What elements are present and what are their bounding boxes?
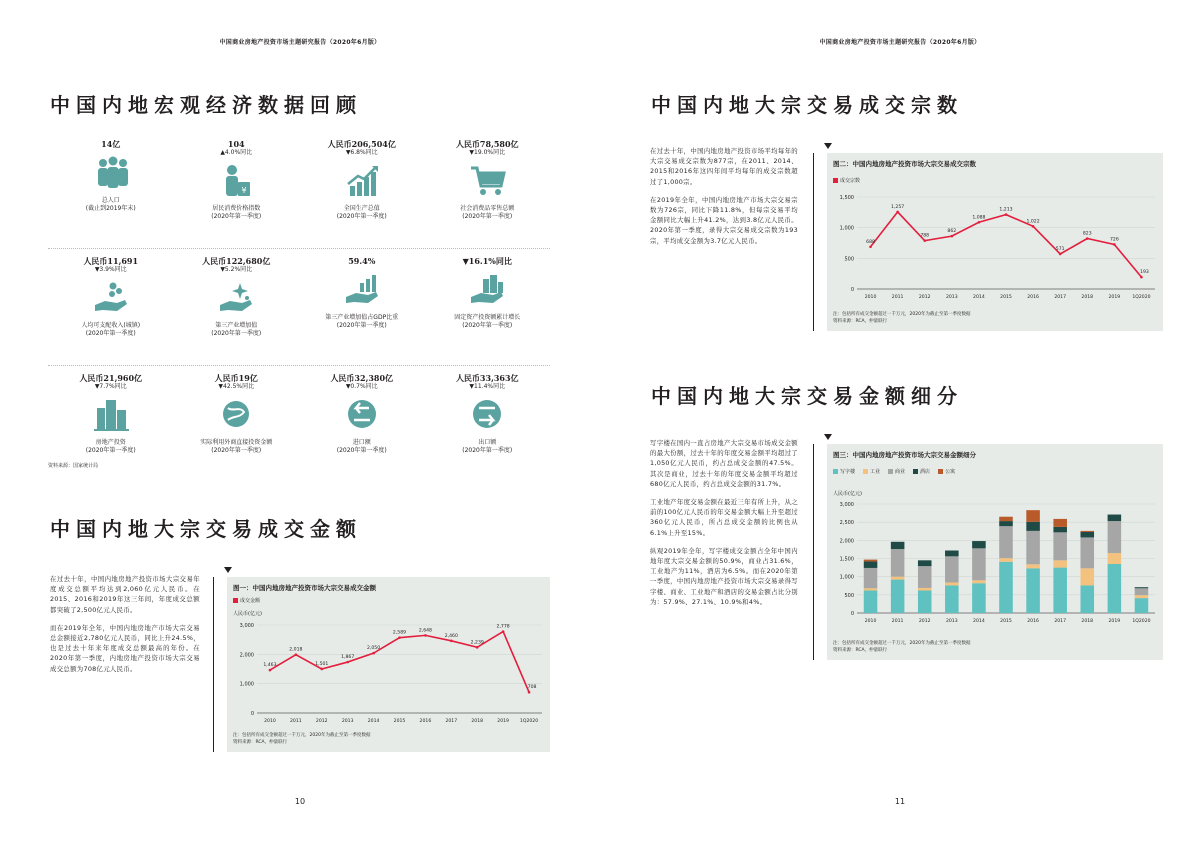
- legend-swatch-icon: [233, 598, 238, 603]
- y-tick-label: 2,000: [839, 538, 854, 545]
- data-point: [869, 246, 872, 249]
- data-label: 2,648: [418, 628, 432, 634]
- bar-segment: [1108, 553, 1122, 564]
- y-tick-label: 500: [844, 592, 854, 599]
- data-point: [896, 211, 899, 214]
- x-tick-label: 2012: [918, 295, 931, 300]
- indicator-change: ▼6.8%同比: [345, 149, 378, 156]
- bar-segment: [864, 590, 878, 613]
- x-tick-label: 1Q2020: [1132, 619, 1151, 624]
- indicator-period: (2020年第一季度): [336, 213, 387, 220]
- legend-swatch-icon: [888, 469, 893, 474]
- macro-section-title: 中国内地宏观经济数据回顾: [50, 93, 362, 117]
- indicator-value: 人民币11,691: [83, 256, 139, 266]
- bar-segment: [864, 568, 878, 588]
- data-point: [1113, 243, 1116, 246]
- indicator-value: 人民币32,380亿: [330, 373, 394, 383]
- bar-segment: [945, 585, 959, 613]
- macro-row: [48, 257, 550, 366]
- x-tick-label: 2017: [1054, 619, 1067, 624]
- x-tick-label: 2011: [891, 619, 904, 624]
- indicator-period: (2020年第一季度): [85, 447, 136, 454]
- chart2-legend: [833, 177, 860, 184]
- volume-section-title: 中国内地大宗交易成交金额: [50, 517, 362, 541]
- bar-segment: [1108, 521, 1122, 553]
- y-tick-label: 1,000: [839, 574, 854, 581]
- legend-swatch-icon: [863, 469, 868, 474]
- indicator-value: 人民币122,680亿: [202, 256, 271, 266]
- chart3-title: 图三：中国内地房地产投资市场大宗交易金额细分: [833, 451, 976, 459]
- indicator-period: (2020年第一季度): [211, 447, 262, 454]
- paragraph: 纵观2019年全年，写字楼成交金额占全年中国内地年度大宗交易金额的50.9%，商业占31.6%，工业地产为11%，酒店为6.5%。而在2020年第一季度，中国内地房地产投资市场大宗交易录得写字楼、商业、工业地产和酒店的交易金额占比分别为：57.9%、27.1%、10.9%和4%。: [650, 546, 798, 606]
- indicator-value: ▼16.1%同比: [462, 256, 512, 266]
- bar-segment: [918, 588, 932, 591]
- x-tick-label: 2019: [1108, 619, 1121, 624]
- data-label: 1,213: [999, 207, 1013, 213]
- legend-label: 公寓: [945, 469, 956, 475]
- x-tick-label: 2013: [945, 619, 958, 624]
- chart1-ylabel: 人民币(亿元): [233, 611, 262, 617]
- indicator-label: 进口额: [352, 439, 371, 446]
- page-number: 11: [894, 797, 906, 806]
- y-tick-label: 3,000: [239, 623, 254, 629]
- legend-swatch-icon: [833, 469, 838, 474]
- legend-item: [233, 597, 260, 604]
- y-tick-label: 3,000: [839, 502, 854, 508]
- legend-label: 成交宗数: [840, 178, 861, 184]
- bar-segment: [999, 521, 1013, 526]
- bar-segment: [1081, 585, 1095, 613]
- legend-item: [863, 468, 880, 475]
- data-point: [1005, 213, 1008, 216]
- data-label: 2,778: [496, 624, 510, 630]
- macro-row: [48, 140, 550, 249]
- macro-indicator: [299, 374, 425, 482]
- bar-segment: [1026, 510, 1040, 522]
- macro-indicator: [48, 257, 174, 365]
- indicator-period: (2020年第一季度): [462, 447, 513, 454]
- data-point: [398, 636, 401, 639]
- bar-segment: [1053, 568, 1067, 613]
- indicator-period: (2020年第一季度): [462, 322, 513, 329]
- x-tick-label: 2016: [1027, 295, 1039, 300]
- hand-coins-icon: [48, 278, 174, 318]
- data-point: [346, 661, 349, 664]
- bar-segment: [1081, 532, 1095, 537]
- data-label: 1,022: [1026, 219, 1040, 225]
- chart1-panel: [227, 577, 550, 752]
- y-tick-label: 2,500: [839, 520, 854, 527]
- bar-segment: [1053, 560, 1067, 567]
- bar-segment: [1026, 522, 1040, 531]
- svg-text:¥: ¥: [241, 186, 247, 195]
- data-point: [269, 669, 272, 672]
- volume-body-text: [50, 574, 200, 682]
- data-label: 862: [947, 229, 957, 235]
- bar-segment: [972, 548, 986, 580]
- x-tick-label: 2019: [497, 719, 509, 724]
- bar-segment: [972, 580, 986, 583]
- indicator-period: (2020年第一季度): [85, 330, 136, 337]
- indicator-label: 实际利用外商直接投资金额: [200, 439, 273, 446]
- indicator-value: 人民币206,504亿: [327, 139, 396, 149]
- divider-line: [813, 153, 814, 331]
- paragraph: 而在2019年全年，中国内地房地产市场大宗交易总金额接近2,780亿元人民币，同比上升24.5%，也是过去十年来年度成交总额最高的年份。在2020年第一季度，内地房地产投资市场大宗交易成交总额为708亿元人民币。: [50, 623, 200, 673]
- data-point: [295, 653, 298, 656]
- data-label: 1,501: [315, 661, 329, 667]
- bar-segment: [891, 577, 905, 580]
- bar-segment: [864, 561, 878, 568]
- marker-triangle-icon: [824, 143, 832, 149]
- legend-item: [833, 468, 855, 475]
- chart1-source: 注：包括所有成交金额超过一千万元，2020年为截止至第一季度数据 资料来源：RCA，仲量联行: [233, 733, 371, 745]
- bar-segment: [999, 558, 1013, 562]
- data-label: 2,018: [289, 647, 303, 653]
- growth-chart-icon: [299, 161, 425, 201]
- divider-line: [213, 577, 214, 752]
- indicator-label: 社会消费品零售总额: [460, 205, 515, 212]
- indicator-change: ▼5.2%同比: [220, 266, 253, 273]
- indicator-period: (2020年第一季度): [211, 213, 262, 220]
- series-line: [871, 212, 1142, 277]
- y-tick-label: 1,500: [839, 556, 854, 563]
- chart3-ylabel: 人民币(亿元): [833, 491, 862, 497]
- x-tick-label: 2018: [471, 719, 484, 724]
- bar-segment: [1053, 519, 1067, 527]
- paragraph: 在过去十年，中国内地房地产投资市场大宗交易年度成交总额平均达到2,060亿元人民币。在2015、2016和2019年这三年间，年度成交总额都突破了2,500亿元人民币。: [50, 575, 200, 614]
- x-tick-label: 2013: [341, 719, 354, 724]
- data-point: [528, 691, 531, 694]
- bar-segment: [891, 542, 905, 549]
- x-tick-label: 2013: [945, 295, 958, 300]
- bar-segment: [891, 549, 905, 577]
- bar-segment: [1108, 564, 1122, 613]
- divider-line: [813, 444, 814, 660]
- indicator-label: 人均可支配收入(城镇): [81, 322, 141, 329]
- indicator-change: ▼19.0%同比: [469, 149, 506, 156]
- bar-segment: [945, 551, 959, 557]
- bar-segment: [918, 590, 932, 613]
- bar-segment: [1135, 588, 1149, 595]
- legend-label: 酒店: [920, 469, 931, 475]
- data-label: 726: [1109, 237, 1119, 243]
- x-tick-label: 1Q2020: [519, 719, 539, 724]
- macro-indicator: [174, 257, 300, 365]
- x-tick-label: 2015: [1000, 619, 1012, 624]
- right-page: [600, 0, 1200, 849]
- buildings-icon: [48, 395, 174, 435]
- indicator-value: 人民币21,960亿: [79, 373, 143, 383]
- bar-segment: [1135, 598, 1149, 613]
- legend-swatch-icon: [913, 469, 918, 474]
- macro-indicator-grid: [48, 140, 550, 490]
- marker-triangle-icon: [224, 567, 232, 573]
- macro-indicator: [48, 140, 174, 248]
- count-section-title: 中国内地大宗交易成交宗数: [651, 93, 963, 117]
- macro-indicator: [174, 140, 300, 248]
- indicator-label: 居民消费价格指数: [212, 205, 261, 212]
- indicator-value: 人民币33,363亿: [455, 373, 519, 383]
- data-point: [978, 221, 981, 224]
- data-point: [1059, 253, 1062, 256]
- bar-segment: [1081, 568, 1095, 585]
- chart3-svg: [827, 496, 1163, 630]
- x-tick-label: 2014: [367, 719, 380, 724]
- indicator-change: ▼7.7%同比: [94, 383, 127, 390]
- breakdown-body-text: [650, 438, 798, 615]
- globe-hands-icon: [174, 395, 300, 435]
- data-point: [1032, 225, 1035, 228]
- x-tick-label: 1Q2020: [1132, 295, 1151, 300]
- indicator-period: (2020年第一季度): [336, 447, 387, 454]
- indicator-label: 总人口: [101, 197, 120, 204]
- bar-segment: [1026, 531, 1040, 564]
- data-point: [372, 652, 375, 655]
- chart1-title: 图一：中国内地房地产投资市场大宗交易成交金额: [233, 584, 376, 592]
- bar-segment: [918, 560, 932, 566]
- y-tick-label: 0: [850, 287, 854, 293]
- import-arrow-icon: [299, 395, 425, 435]
- data-label: 708: [527, 685, 537, 691]
- data-point: [424, 634, 427, 637]
- data-label: 1,088: [972, 215, 986, 221]
- x-tick-label: 2012: [918, 619, 931, 624]
- x-tick-label: 2016: [419, 719, 432, 724]
- bar-segment: [1135, 595, 1149, 598]
- legend-swatch-icon: [833, 178, 838, 183]
- macro-source-note: 资料来源：国家统计局: [48, 463, 99, 469]
- legend-item: [888, 468, 905, 475]
- data-point: [1140, 276, 1143, 279]
- bar-segment: [972, 583, 986, 613]
- indicator-change: ▼11.4%同比: [469, 383, 506, 390]
- macro-indicator: [425, 257, 551, 365]
- x-tick-label: 2011: [891, 295, 904, 300]
- data-label: 193: [1140, 270, 1149, 276]
- y-tick-label: 1,500: [839, 195, 854, 201]
- indicator-label: 全国生产总值: [343, 205, 380, 212]
- indicator-value: 人民币19亿: [214, 373, 258, 383]
- x-tick-label: 2011: [290, 719, 302, 724]
- data-label: 688: [866, 239, 875, 245]
- data-point: [320, 668, 323, 671]
- bar-segment: [864, 588, 878, 590]
- paragraph: 在过去十年，中国内地房地产投资市场平均每年的大宗交易成交宗数为877宗，在2011、2014、2015和2016年这四年间平均每年的成交宗数超过了1,000宗。: [650, 147, 798, 186]
- bar-segment: [1108, 515, 1122, 522]
- hand-buildings-icon: [425, 270, 551, 310]
- x-tick-label: 2010: [864, 295, 877, 300]
- legend-swatch-icon: [938, 469, 943, 474]
- page-number: 10: [294, 797, 306, 806]
- y-tick-label: 1,000: [239, 681, 254, 688]
- running-header: 中国商业房地产投资市场主题研究报告（2020年6月版）: [219, 39, 381, 46]
- indicator-label: 第三产业增加值占GDP比重: [325, 314, 399, 321]
- bar-segment: [1026, 564, 1040, 568]
- x-tick-label: 2019: [1108, 295, 1121, 300]
- bar-segment: [999, 562, 1013, 613]
- data-label: 788: [920, 233, 930, 239]
- macro-row: [48, 374, 550, 482]
- bar-segment: [999, 526, 1013, 558]
- bar-segment: [1081, 537, 1095, 568]
- x-tick-label: 2012: [315, 719, 328, 724]
- consumer-price-icon: [174, 161, 300, 201]
- bar-segment: [918, 566, 932, 588]
- macro-indicator: [299, 140, 425, 248]
- bar-segment: [1053, 527, 1067, 532]
- indicator-label: 第三产业增加值: [215, 322, 258, 329]
- marker-triangle-icon: [824, 434, 832, 440]
- chart2-svg: [827, 187, 1163, 307]
- data-label: 1,463: [263, 663, 277, 669]
- y-tick-label: 0: [250, 711, 254, 717]
- macro-indicator: [174, 374, 300, 482]
- legend-item: [938, 468, 955, 475]
- x-tick-label: 2018: [1081, 295, 1094, 300]
- bar-segment: [945, 582, 959, 585]
- export-arrow-icon: [425, 395, 551, 435]
- bar-segment: [1135, 587, 1149, 588]
- indicator-period: (2020年第一季度): [211, 330, 262, 337]
- data-label: 571: [1055, 246, 1065, 252]
- bar-segment: [1026, 568, 1040, 613]
- hand-bars-icon: [299, 270, 425, 310]
- data-label: 2,239: [470, 640, 484, 646]
- data-label: 1,257: [891, 204, 905, 210]
- legend-label: 商业: [895, 469, 906, 475]
- indicator-period: (截止到2019年末): [85, 205, 136, 212]
- x-tick-label: 2015: [1000, 295, 1012, 300]
- chart1-legend: [233, 597, 260, 604]
- legend-label: 写字楼: [840, 469, 856, 475]
- macro-indicator: [425, 140, 551, 248]
- data-label: 2,589: [392, 630, 407, 636]
- running-header: 中国商业房地产投资市场主题研究报告（2020年6月版）: [819, 39, 981, 46]
- chart1-svg: [227, 615, 550, 730]
- paragraph: 工业地产年度交易金额在最近三年有所上升，从之前的100亿元人民币的年交易金额大幅上升至超过360亿元人民币，所占总成交金额的比例也从6.1%上升至15%。: [650, 498, 798, 537]
- bar-segment: [945, 556, 959, 582]
- hand-sparkle-icon: [174, 278, 300, 318]
- data-point: [450, 640, 453, 643]
- y-tick-label: 0: [850, 611, 854, 617]
- legend-label: 工业: [870, 469, 881, 475]
- indicator-value: 59.4%: [348, 256, 376, 266]
- paragraph: 在2019年全年，中国内地房地产市场大宗交易宗数为726宗，同比下降11.8%，但每宗交易平均金额同比大幅上升41.2%，达到3.8亿元人民币。2020年第一季度，录得大宗交易成交宗数为193宗，平均成交金额为3.7亿元人民币。: [650, 195, 798, 245]
- data-point: [951, 235, 954, 238]
- indicator-change: ▼3.9%同比: [94, 266, 127, 273]
- legend-label: 成交金额: [240, 598, 261, 604]
- breakdown-section-title: 中国内地大宗交易金额细分: [651, 384, 963, 408]
- chart2-title: 图二：中国内地房地产投资市场大宗交易成交宗数: [833, 160, 976, 168]
- chart3-source: 注：包括所有成交金额超过一千万元，2020年为截止至第一季度数据 资料来源：RCA，仲量联行: [833, 641, 971, 653]
- paragraph: 写字楼在国内一直占房地产大宗交易市场成交金额的最大份额，过去十年的年度交易金额平均超过了1,050亿元人民币，约占总成交金额的47.5%。其次是商业，过去十年的年度交易金额平均超过680亿元人民币，约占总成交金额的31.7%。: [650, 439, 798, 488]
- data-point: [502, 630, 505, 633]
- legend-item: [833, 177, 860, 184]
- data-label: 2,460: [444, 633, 458, 639]
- indicator-change: ▼0.7%同比: [345, 383, 378, 390]
- data-label: 2,050: [367, 646, 381, 652]
- x-tick-label: 2010: [264, 719, 276, 724]
- bar-segment: [999, 517, 1013, 521]
- series-line: [270, 632, 529, 693]
- x-tick-label: 2015: [393, 719, 406, 724]
- bar-segment: [1081, 531, 1095, 532]
- data-point: [1086, 237, 1089, 240]
- data-point: [476, 646, 479, 649]
- x-tick-label: 2017: [1054, 295, 1067, 300]
- x-tick-label: 2017: [445, 719, 458, 724]
- indicator-change: ▼42.5%同比: [218, 383, 255, 390]
- people-icon: [48, 153, 174, 193]
- bar-segment: [864, 560, 878, 562]
- data-label: 823: [1082, 231, 1092, 237]
- macro-indicator: [425, 374, 551, 482]
- indicator-change: ▲4.0%同比: [220, 149, 253, 156]
- indicator-value: 104: [227, 139, 245, 149]
- indicator-label: 出口额: [478, 439, 497, 446]
- chart3-panel: [827, 444, 1163, 660]
- indicator-label: 固定资产投资额累计增长: [454, 314, 521, 321]
- count-body-text: [650, 146, 798, 254]
- indicator-period: (2020年第一季度): [336, 322, 387, 329]
- x-tick-label: 2014: [973, 295, 985, 300]
- data-point: [923, 239, 926, 242]
- bar-segment: [972, 541, 986, 548]
- indicator-period: (2020年第一季度): [462, 213, 513, 220]
- indicator-value: 14亿: [101, 139, 121, 149]
- x-tick-label: 2014: [973, 619, 985, 624]
- chart2-panel: [827, 153, 1163, 331]
- y-tick-label: 2,000: [239, 652, 254, 659]
- data-label: 1,867: [341, 655, 355, 661]
- bar-segment: [1053, 532, 1067, 560]
- bar-segment: [891, 580, 905, 613]
- indicator-label: 房地产投资: [95, 439, 126, 446]
- chart3-legend: [833, 468, 955, 475]
- x-tick-label: 2010: [864, 619, 877, 624]
- legend-item: [913, 468, 930, 475]
- shopping-cart-icon: [425, 161, 551, 201]
- chart2-source: 注：包括所有成交金额超过一千万元，2020年为截止至第一季度数据 资料来源：RCA，仲量联行: [833, 312, 971, 324]
- y-tick-label: 1,000: [839, 225, 854, 232]
- x-tick-label: 2018: [1081, 619, 1094, 624]
- macro-indicator: [299, 257, 425, 365]
- indicator-value: 人民币78,580亿: [455, 139, 519, 149]
- x-tick-label: 2016: [1027, 619, 1039, 624]
- y-tick-label: 500: [844, 256, 854, 263]
